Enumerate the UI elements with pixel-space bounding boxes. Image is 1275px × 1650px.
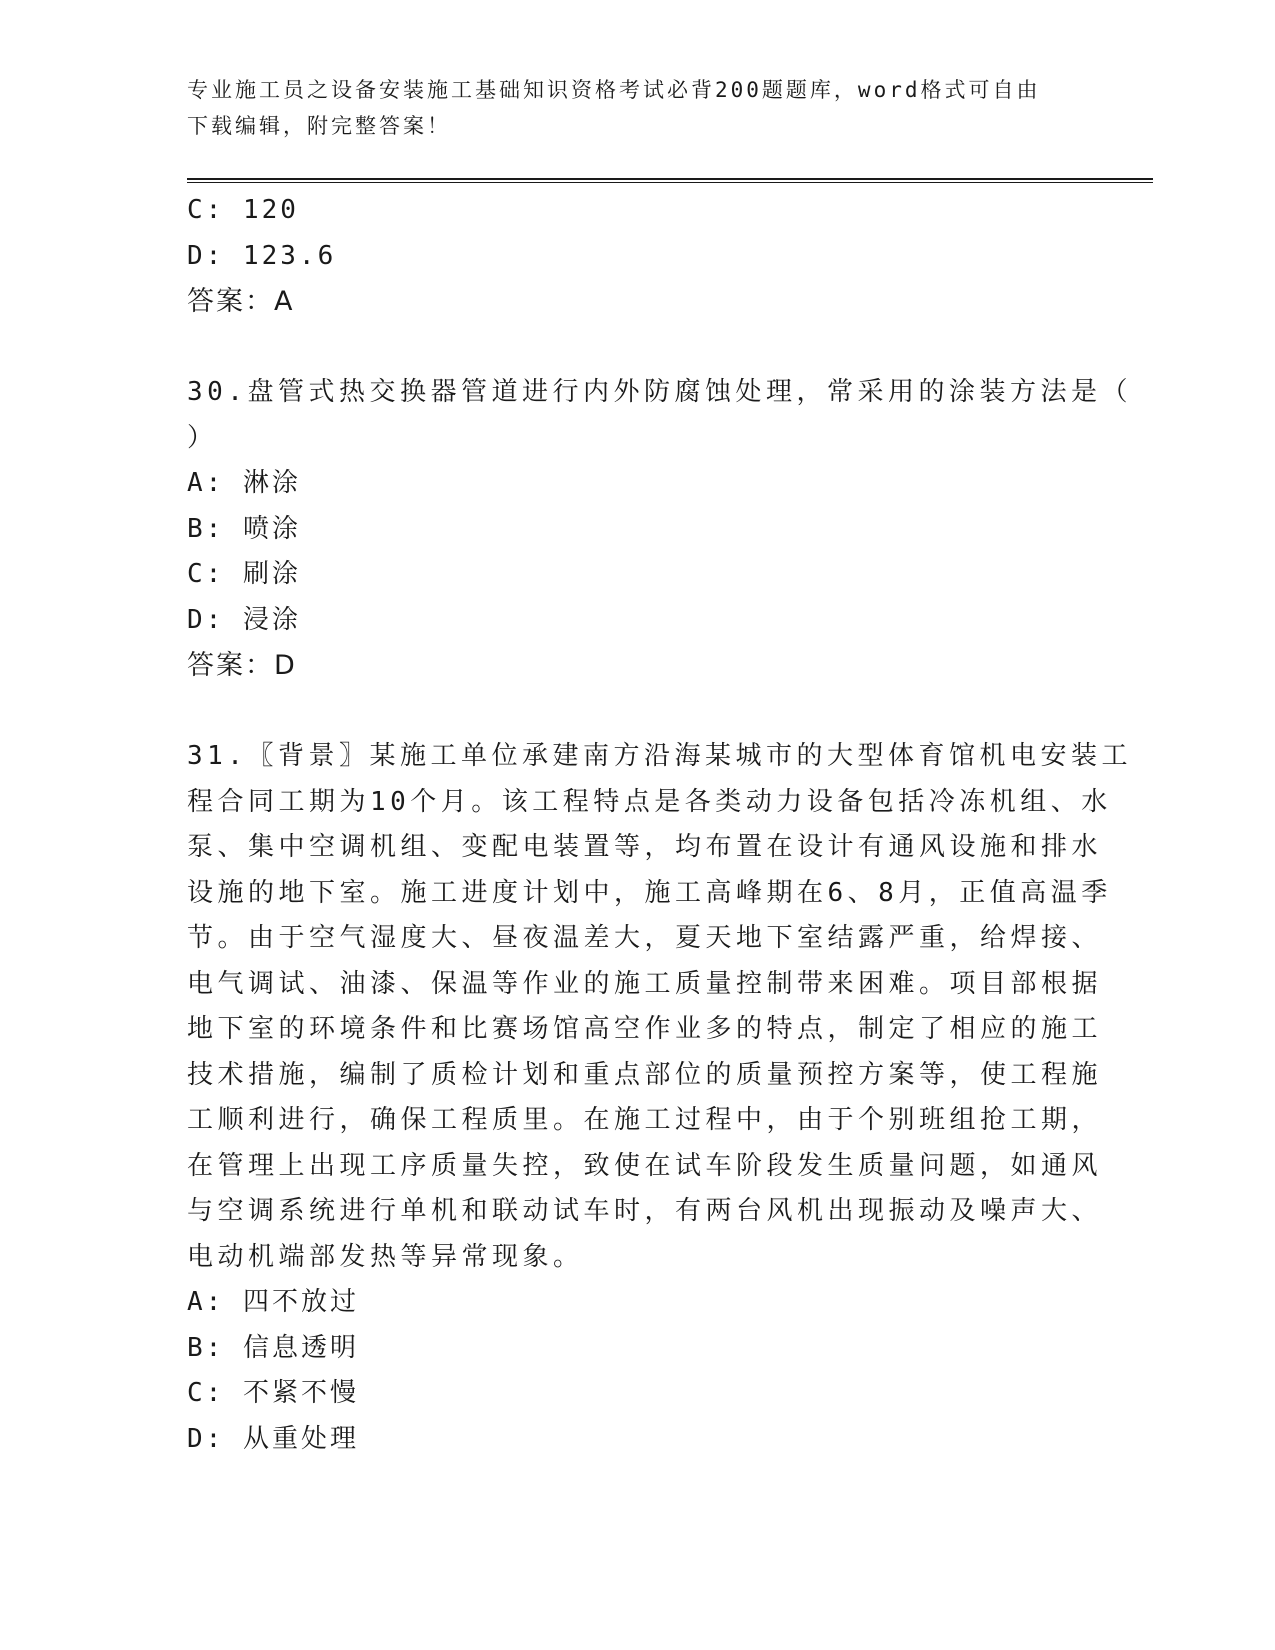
option-d: D: 浸涂: [187, 604, 301, 635]
question-31-text: 泵、集中空调机组、变配电装置等，均布置在设计有通风设施和排水: [187, 832, 1103, 862]
option-c: C: 120: [187, 195, 299, 225]
option-a: A: 四不放过: [187, 1287, 359, 1317]
option-a: A: 淋涂: [187, 468, 301, 498]
question-31-text: 地下室的环境条件和比赛场馆高空作业多的特点，制定了相应的施工: [187, 1014, 1103, 1044]
option-b: B: 信息透明: [187, 1332, 359, 1363]
question-31-text: 电气调试、油漆、保温等作业的施工质量控制带来困难。项目部根据: [187, 968, 1103, 999]
document-body: [187, 188, 1132, 1462]
question-30-text: 30.盘管式热交换器管道进行内外防腐蚀处理，常采用的涂装方法是（: [187, 377, 1132, 407]
question-31-text: 程合同工期为10个月。该工程特点是各类动力设备包括冷冻机组、水: [187, 786, 1112, 817]
option-c: C: 刷涂: [187, 559, 301, 589]
answer-line: 答案：D: [187, 650, 297, 681]
question-31-text: 设施的地下室。施工进度计划中，施工高峰期在6、8月，正值高温季: [187, 877, 1112, 908]
question-31-text: 节。由于空气湿度大、昼夜温差大，夏天地下室结露严重，给焊接、: [187, 923, 1103, 953]
spacer: [187, 325, 1087, 371]
option-d: D: 123.6: [187, 240, 337, 271]
question-31-text: 工顺利进行，确保工程质里。在施工过程中，由于个别班组抢工期，: [187, 1105, 1103, 1135]
question-31-text: 技术措施，编制了质检计划和重点部位的质量预控方案等，使工程施: [187, 1059, 1103, 1090]
option-d: D: 从重处理: [187, 1423, 359, 1454]
option-b: B: 喷涂: [187, 513, 301, 544]
header-line: 下载编辑，附完整答案！: [187, 114, 451, 138]
question-31-text: 电动机端部发热等异常现象。: [187, 1241, 584, 1272]
question-31-text: 在管理上出现工序质量失控，致使在试车阶段发生质量问题，如通风: [187, 1150, 1103, 1181]
header-divider-thin: [187, 182, 1153, 183]
question-30-text: ）: [187, 422, 218, 453]
page-header: [187, 72, 1067, 144]
question-31-text: 与空调系统进行单机和联动试车时，有两台风机出现振动及噪声大、: [187, 1196, 1103, 1226]
option-c: C: 不紧不慢: [187, 1378, 359, 1408]
header-line: 专业施工员之设备安装施工基础知识资格考试必背200题题库，word格式可自由: [187, 78, 1041, 102]
header-divider: [187, 178, 1153, 180]
spacer: [187, 689, 1087, 735]
question-31-text: 31.〖背景〗某施工单位承建南方沿海某城市的大型体育馆机电安装工: [187, 741, 1132, 771]
answer-line: 答案：A: [187, 286, 295, 317]
